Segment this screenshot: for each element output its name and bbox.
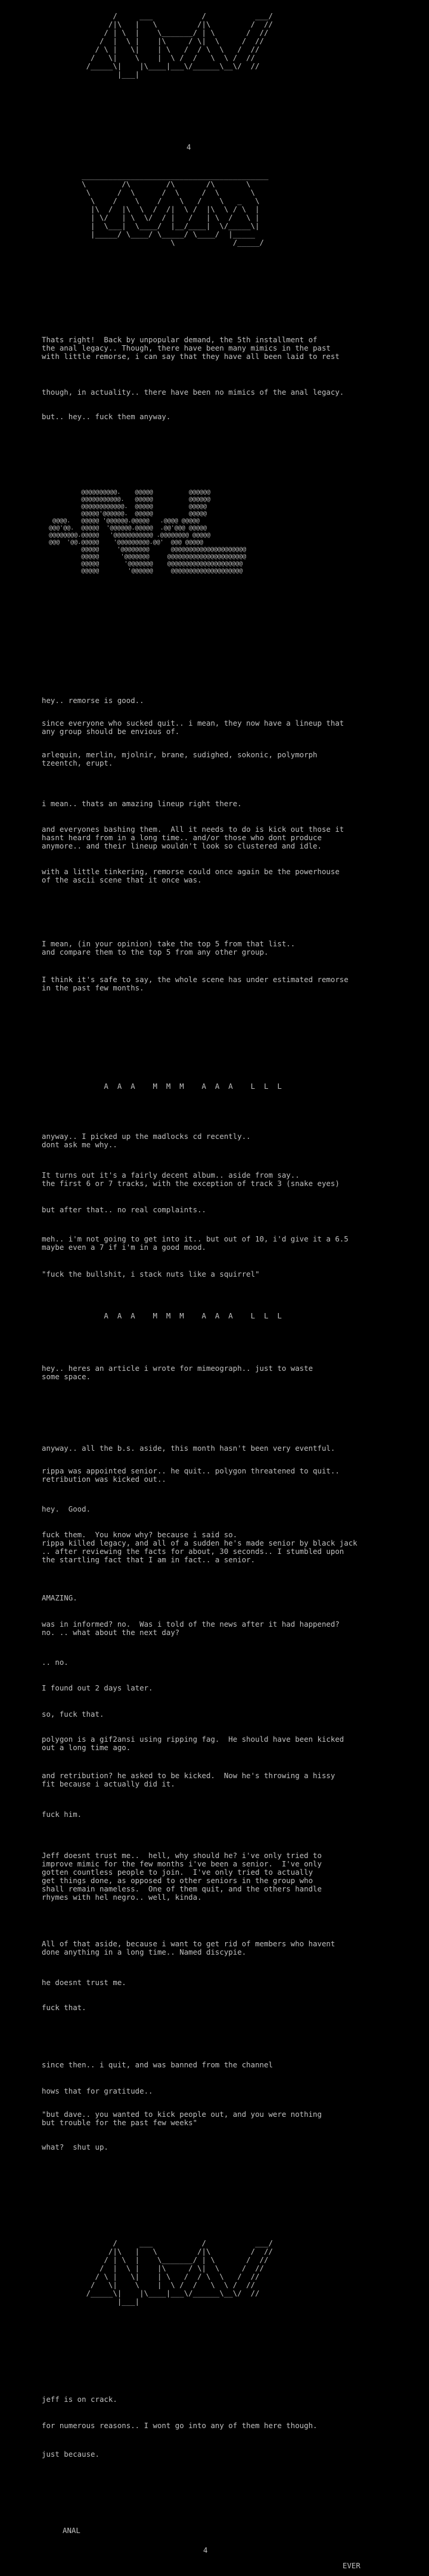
footer-anal: ANAL xyxy=(63,2526,80,2535)
paragraph-fuck-them-senior: fuck them. You know why? because i said so. rippa killed legacy, and all of a sudden he's made senior by black jack .. after reviewing the facts for about, 30 seconds.. I stumbled upon the startling fact that I am in fact.. a senior. xyxy=(42,1530,358,1564)
paragraph-quote-dave: "but dave.. you wanted to kick people out, and you were nothing but trouble for the past few weeks" xyxy=(42,2110,322,2127)
paragraph-mimeograph: hey.. heres an article i wrote for mimeograph.. just to waste some space. xyxy=(42,1364,313,1381)
paragraph-member-list: arlequin, merlin, mjolnir, brane, sudighed, sokonic, polymorph tzeentch, erupt. xyxy=(42,750,318,767)
paragraph-banned: since then.. i quit, and was banned from the channel xyxy=(42,2060,273,2069)
paragraph-fuck-that: fuck that. xyxy=(42,2003,86,2012)
paragraph-tinkering: with a little tinkering, remorse could once again be the powerhouse of the ascii scene that it once was. xyxy=(42,867,340,884)
anal-logo-ascii-art: / ___ / ___/ /|\ | \ /|\ / // / | \ | \_______/ | \ / // / | \ | |\ / \| \ / // / \ | \| | \ / / \ \ / // / \| \ | \ / / \ \ / // /_____\| |\____|___\/______\__\/ // |___| xyxy=(86,11,273,79)
paragraph-amazing: AMAZING. xyxy=(42,1593,77,1602)
paragraph-doesnt-trust: he doesnt trust me. xyxy=(42,1978,126,1987)
paragraph-fuck-them: but.. hey.. fuck them anyway. xyxy=(42,412,171,421)
paragraph-all-aside: All of that aside, because i want to get rid of members who havent done anything in a long time.. Named discypie. xyxy=(42,1939,335,1956)
footer-ever: EVER xyxy=(343,2561,360,2570)
paragraph-polygon: polygon is a gif2ansi using ripping fag. He should have been kicked out a long time ago. xyxy=(42,1735,344,1752)
amal-divider: A A A M M M A A A L L L xyxy=(42,1082,282,1091)
paragraph-so-fuck-that: so, fuck that. xyxy=(42,1710,104,1719)
paragraph-shut-up: what? shut up. xyxy=(42,2142,108,2151)
paragraph-retribution: and retribution? he asked to be kicked. Now he's throwing a hissy fit because i actually did it. xyxy=(42,1771,335,1788)
paragraph-good: hey. Good. xyxy=(42,1504,91,1513)
paragraph-rating: meh.. i'm not going to get into it.. but out of 10, i'd give it a 6.5 maybe even a 7 if i'm in a good mood. xyxy=(42,1234,349,1252)
paragraph-under-estimated: I think it's safe to say, the whole scene has under estimated remorse in the past few months. xyxy=(42,975,349,992)
paragraph-jeff-trust: Jeff doesnt trust me.. hell, why should he? i've only tried to improve mimic for the few months i've been a senior. I've only gotten countless people to join. I've only tried to actually get things done, as opposed to other seniors in the group who shall remain nameless. One of them quit, and the others handle rhymes with hel negro.. well, kinda. xyxy=(42,1851,322,1902)
paragraph-lineup: since everyone who sucked quit.. i mean, they now have a lineup that any group should be envious of. xyxy=(42,719,344,736)
paragraph-remorse-good: hey.. remorse is good.. xyxy=(42,696,144,705)
paragraph-no-mimics: though, in actuality.. there have been no mimics of the anal legacy. xyxy=(42,388,344,397)
paragraph-gratitude: hows that for gratitude.. xyxy=(42,2086,153,2095)
paragraph-amazing-lineup: i mean.. thats an amazing lineup right there. xyxy=(42,799,242,808)
amal-divider: A A A M M M A A A L L L xyxy=(42,1311,282,1320)
paragraph-bashing: and everyones bashing them. All it needs to do is kick out those it hasnt heard from in a long time.. and/or those who dont produce anymore.. and their lineup wouldn't look so clustered and idle. xyxy=(42,825,344,850)
paragraph-informed: was in informed? no. Was i told of the news after it had happened? no. .. what about the next day? xyxy=(42,1620,340,1637)
paragraph-top-five: I mean, (in your opinion) take the top 5 from that list.. and compare them to the top 5 from any other group. xyxy=(42,939,296,956)
paragraph-intro: Thats right! Back by unpopular demand, the 5th installment of the anal legacy.. Though, there have been many mimics in the past with little remorse, i can say that they have all been laid to rest xyxy=(42,335,340,361)
paragraph-fuck-him: fuck him. xyxy=(42,1810,82,1819)
paragraph-two-days: I found out 2 days later. xyxy=(42,1683,153,1692)
paragraph-just-because: just because. xyxy=(42,2450,100,2459)
paragraph-album: It turns out it's a fairly decent album.. aside from say.. the first 6 or 7 tracks, with the exception of track 3 (snake eyes) xyxy=(42,1171,340,1188)
evr-logo-ascii-art: __________________________________________ \ /\ /\ /\ \ \ / \ / \ / \ \ \ / \ / \ / \ _ \ |\ / |\ \ / /| \ / |\ \ / \ | | \/ | \ \/ / | / | \ / \ | | \___| \____/ |__/____| \/_____\| |_____/ \____/ \_____/ \____/ |_____ \ /_____/ xyxy=(82,171,269,247)
anal-logo-ascii-art-bottom: / ___ / ___/ /|\ | \ /|\ / // / | \ | \_______/ | \ / // / | \ | |\ / \| \ / // / \ | \| | \ / / \ \ / // / \| \ | \ / / \ \ / // /_____\| |\____|___\/______\__\/ // |___| xyxy=(86,2238,273,2306)
paragraph-no-complaints: but after that.. no real complaints.. xyxy=(42,1205,207,1214)
paragraph-no: .. no. xyxy=(42,1658,69,1667)
paragraph-numerous-reasons: for numerous reasons.. I wont go into any of them here though. xyxy=(42,2421,318,2430)
logo-number-mark: 4 xyxy=(186,143,191,151)
paragraph-uneventful: anyway.. all the b.s. aside, this month hasn't been very eventful. xyxy=(42,1444,335,1453)
paragraph-quote-squirrel: "fuck the bullshit, i stack nuts like a squirrel" xyxy=(42,1270,260,1278)
paragraph-rippa: rippa was appointed senior.. he quit.. polygon threatened to quit.. retribution was kicked out.. xyxy=(42,1466,340,1484)
footer-number-mark: 4 xyxy=(203,2546,208,2555)
paragraph-madlocks: anyway.. I picked up the madlocks cd recently.. dont ask me why.. xyxy=(42,1132,251,1149)
remorse-logo-ascii-art: @@@@@@@@@@. @@@@@ @@@@@@ @@@@@@@@@@@. @@@@@ @@@@@@ @@@@@@@@@@@@. @@@@@ @@@@@ @@@@@'@@@@@@. @@@@@ @@@@@ @@@@. @@@@@ '@@@@@@.@@@@@ .@@@@ @@@@@ @@@'@@. @@@@@ '@@@@@@.@@@@@ .@@'@@@ @@@@@ @@@@@@@@.@@@@@ '@@@@@@@@@@@ .@@@@@@@@ @@@@@ @@@ '@@.@@@@@ '@@@@@@@@@.@@' @@@ @@@@@ @@@@@ '@@@@@@@@ @@@@@@@@@@@@@@@@@@@@@ @@@@@ '@@@@@@@ @@@@@@@@@@@@@@@@@@@@@@ @@@@@ '@@@@@@@ @@@@@@@@@@@@@@@@@@@@@ @@@@@ '@@@@@@ @@@@@@@@@@@@@@@@@@@@ xyxy=(49,489,247,574)
paragraph-jeff-crack: jeff is on crack. xyxy=(42,2395,117,2404)
